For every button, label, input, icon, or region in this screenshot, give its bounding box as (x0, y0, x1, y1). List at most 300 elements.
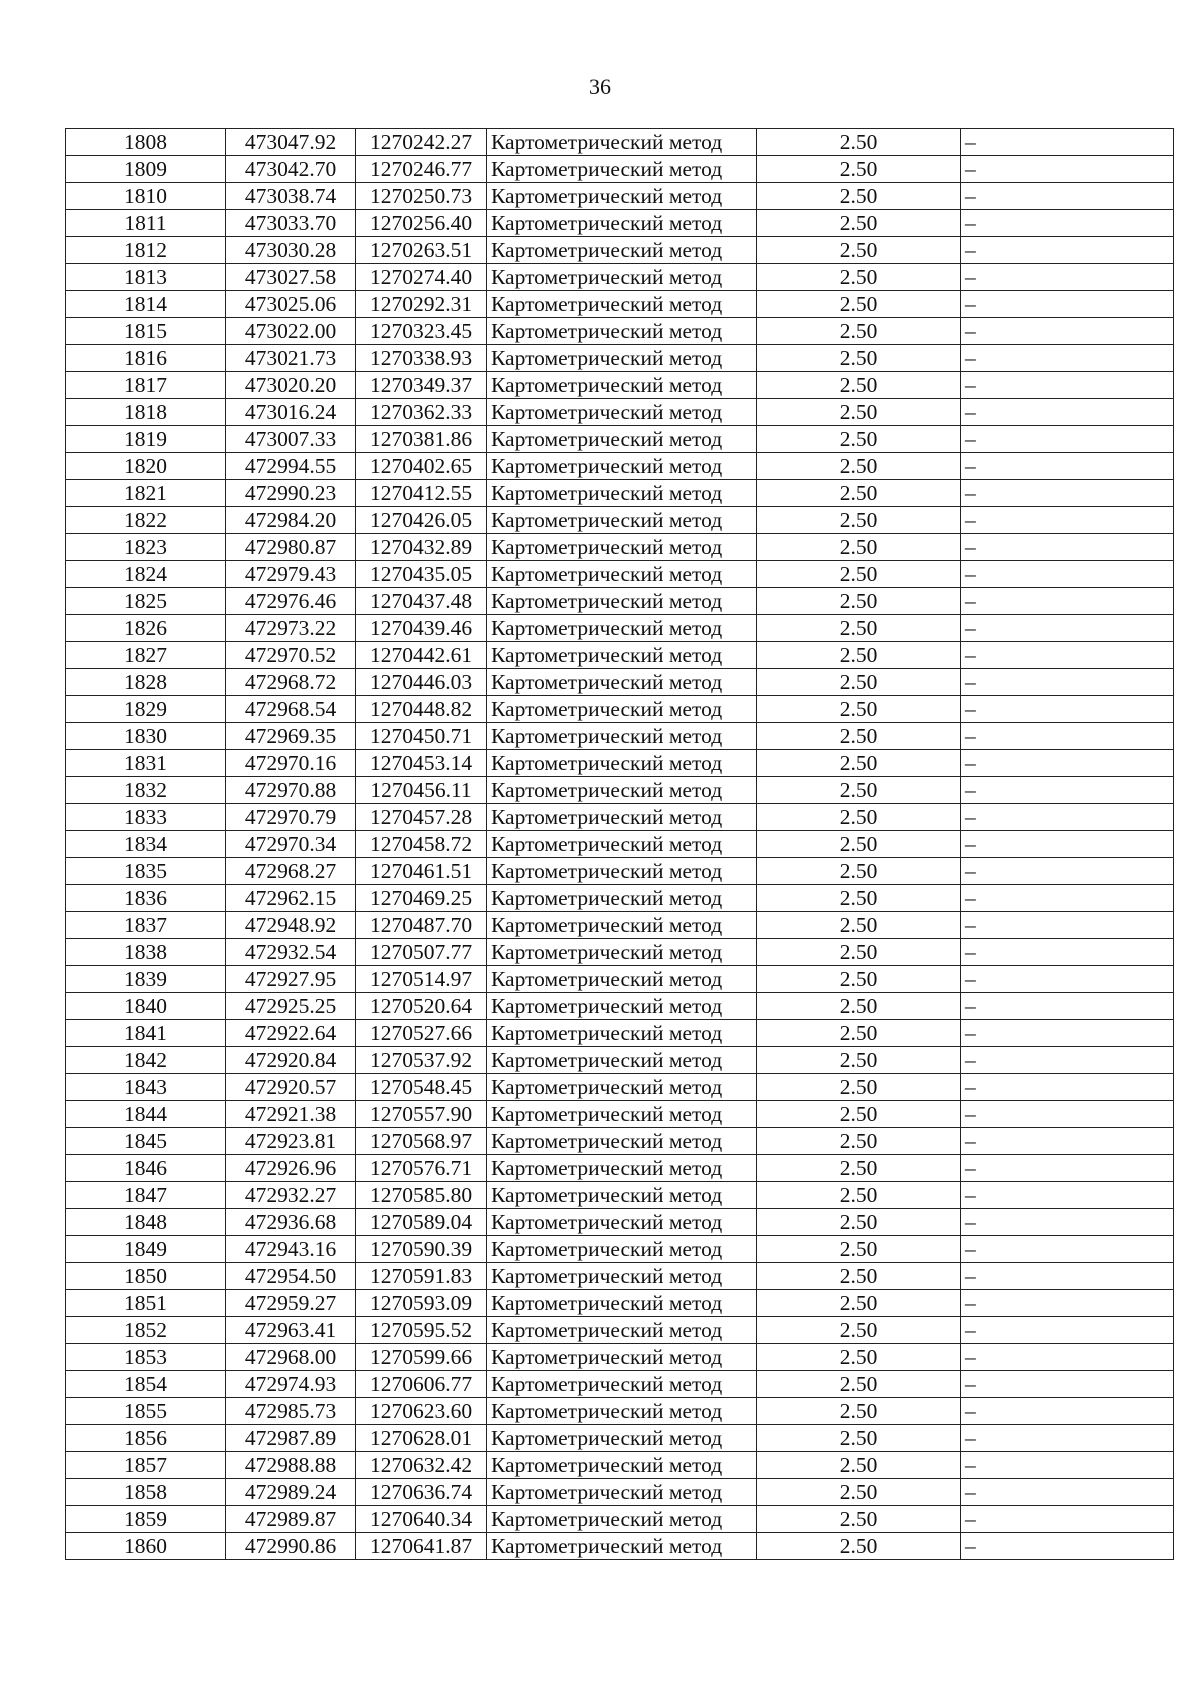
y-coordinate-cell: 1270557.90 (356, 1101, 487, 1128)
method-cell: Картометрический метод (487, 750, 757, 777)
x-coordinate-cell: 472925.25 (226, 993, 356, 1020)
note-cell: – (961, 1128, 1174, 1155)
table-row (66, 426, 1174, 453)
note-cell: – (961, 1101, 1174, 1128)
y-coordinate-cell: 1270595.52 (356, 1317, 487, 1344)
y-coordinate-cell: 1270432.89 (356, 534, 487, 561)
table-row (66, 1533, 1174, 1560)
point-number-cell: 1831 (66, 750, 226, 777)
table-row (66, 1155, 1174, 1182)
table-row (66, 777, 1174, 804)
method-cell: Картометрический метод (487, 453, 757, 480)
x-coordinate-cell: 473038.74 (226, 183, 356, 210)
method-cell: Картометрический метод (487, 642, 757, 669)
y-coordinate-cell: 1270606.77 (356, 1371, 487, 1398)
method-cell: Картометрический метод (487, 1398, 757, 1425)
note-cell: – (961, 129, 1174, 156)
point-number-cell: 1828 (66, 669, 226, 696)
accuracy-cell: 2.50 (757, 804, 961, 831)
accuracy-cell: 2.50 (757, 453, 961, 480)
point-number-cell: 1817 (66, 372, 226, 399)
note-cell: – (961, 993, 1174, 1020)
point-number-cell: 1857 (66, 1452, 226, 1479)
x-coordinate-cell: 472976.46 (226, 588, 356, 615)
table-row (66, 372, 1174, 399)
x-coordinate-cell: 472985.73 (226, 1398, 356, 1425)
method-cell: Картометрический метод (487, 804, 757, 831)
y-coordinate-cell: 1270537.92 (356, 1047, 487, 1074)
point-number-cell: 1852 (66, 1317, 226, 1344)
method-cell: Картометрический метод (487, 507, 757, 534)
accuracy-cell: 2.50 (757, 1047, 961, 1074)
method-cell: Картометрический метод (487, 399, 757, 426)
method-cell: Картометрический метод (487, 183, 757, 210)
y-coordinate-cell: 1270628.01 (356, 1425, 487, 1452)
table-row (66, 507, 1174, 534)
point-number-cell: 1814 (66, 291, 226, 318)
point-number-cell: 1858 (66, 1479, 226, 1506)
y-coordinate-cell: 1270641.87 (356, 1533, 487, 1560)
note-cell: – (961, 885, 1174, 912)
table-row (66, 1479, 1174, 1506)
point-number-cell: 1853 (66, 1344, 226, 1371)
table-row (66, 966, 1174, 993)
table-row (66, 588, 1174, 615)
table-row (66, 831, 1174, 858)
note-cell: – (961, 264, 1174, 291)
x-coordinate-cell: 472927.95 (226, 966, 356, 993)
point-number-cell: 1826 (66, 615, 226, 642)
accuracy-cell: 2.50 (757, 156, 961, 183)
x-coordinate-cell: 472921.38 (226, 1101, 356, 1128)
note-cell: – (961, 507, 1174, 534)
y-coordinate-cell: 1270527.66 (356, 1020, 487, 1047)
table-row (66, 642, 1174, 669)
point-number-cell: 1821 (66, 480, 226, 507)
x-coordinate-cell: 472936.68 (226, 1209, 356, 1236)
note-cell: – (961, 1452, 1174, 1479)
accuracy-cell: 2.50 (757, 1209, 961, 1236)
x-coordinate-cell: 472979.43 (226, 561, 356, 588)
y-coordinate-cell: 1270439.46 (356, 615, 487, 642)
method-cell: Картометрический метод (487, 156, 757, 183)
accuracy-cell: 2.50 (757, 399, 961, 426)
x-coordinate-cell: 472922.64 (226, 1020, 356, 1047)
table-row (66, 1398, 1174, 1425)
accuracy-cell: 2.50 (757, 1398, 961, 1425)
y-coordinate-cell: 1270446.03 (356, 669, 487, 696)
x-coordinate-cell: 473027.58 (226, 264, 356, 291)
table-row (66, 1344, 1174, 1371)
method-cell: Картометрический метод (487, 1263, 757, 1290)
note-cell: – (961, 858, 1174, 885)
y-coordinate-cell: 1270292.31 (356, 291, 487, 318)
note-cell: – (961, 831, 1174, 858)
method-cell: Картометрический метод (487, 1317, 757, 1344)
y-coordinate-cell: 1270323.45 (356, 318, 487, 345)
x-coordinate-cell: 472954.50 (226, 1263, 356, 1290)
table-row (66, 912, 1174, 939)
note-cell: – (961, 912, 1174, 939)
note-cell: – (961, 399, 1174, 426)
point-number-cell: 1839 (66, 966, 226, 993)
table-row (66, 1128, 1174, 1155)
x-coordinate-cell: 472968.54 (226, 696, 356, 723)
point-number-cell: 1818 (66, 399, 226, 426)
method-cell: Картометрический метод (487, 345, 757, 372)
method-cell: Картометрический метод (487, 1020, 757, 1047)
point-number-cell: 1811 (66, 210, 226, 237)
point-number-cell: 1823 (66, 534, 226, 561)
point-number-cell: 1808 (66, 129, 226, 156)
x-coordinate-cell: 473021.73 (226, 345, 356, 372)
method-cell: Картометрический метод (487, 1344, 757, 1371)
note-cell: – (961, 534, 1174, 561)
accuracy-cell: 2.50 (757, 1479, 961, 1506)
accuracy-cell: 2.50 (757, 1371, 961, 1398)
accuracy-cell: 2.50 (757, 1182, 961, 1209)
x-coordinate-cell: 472990.23 (226, 480, 356, 507)
table-row (66, 1101, 1174, 1128)
x-coordinate-cell: 473047.92 (226, 129, 356, 156)
accuracy-cell: 2.50 (757, 777, 961, 804)
table-row (66, 1317, 1174, 1344)
x-coordinate-cell: 473007.33 (226, 426, 356, 453)
table-row (66, 669, 1174, 696)
accuracy-cell: 2.50 (757, 1290, 961, 1317)
point-number-cell: 1812 (66, 237, 226, 264)
method-cell: Картометрический метод (487, 1047, 757, 1074)
point-number-cell: 1809 (66, 156, 226, 183)
x-coordinate-cell: 472963.41 (226, 1317, 356, 1344)
accuracy-cell: 2.50 (757, 669, 961, 696)
table-row (66, 723, 1174, 750)
x-coordinate-cell: 473016.24 (226, 399, 356, 426)
note-cell: – (961, 291, 1174, 318)
point-number-cell: 1830 (66, 723, 226, 750)
note-cell: – (961, 1182, 1174, 1209)
point-number-cell: 1860 (66, 1533, 226, 1560)
x-coordinate-cell: 472923.81 (226, 1128, 356, 1155)
x-coordinate-cell: 472994.55 (226, 453, 356, 480)
method-cell: Картометрический метод (487, 237, 757, 264)
accuracy-cell: 2.50 (757, 210, 961, 237)
y-coordinate-cell: 1270520.64 (356, 993, 487, 1020)
table-row (66, 1506, 1174, 1533)
y-coordinate-cell: 1270256.40 (356, 210, 487, 237)
table-row (66, 318, 1174, 345)
method-cell: Картометрический метод (487, 426, 757, 453)
point-number-cell: 1820 (66, 453, 226, 480)
table-row (66, 480, 1174, 507)
note-cell: – (961, 1425, 1174, 1452)
x-coordinate-cell: 472970.52 (226, 642, 356, 669)
point-number-cell: 1855 (66, 1398, 226, 1425)
point-number-cell: 1841 (66, 1020, 226, 1047)
method-cell: Картометрический метод (487, 723, 757, 750)
accuracy-cell: 2.50 (757, 1263, 961, 1290)
x-coordinate-cell: 472968.72 (226, 669, 356, 696)
method-cell: Картометрический метод (487, 1290, 757, 1317)
x-coordinate-cell: 472932.54 (226, 939, 356, 966)
note-cell: – (961, 480, 1174, 507)
point-number-cell: 1842 (66, 1047, 226, 1074)
note-cell: – (961, 615, 1174, 642)
x-coordinate-cell: 473022.00 (226, 318, 356, 345)
note-cell: – (961, 1074, 1174, 1101)
x-coordinate-cell: 472970.34 (226, 831, 356, 858)
method-cell: Картометрический метод (487, 1371, 757, 1398)
table-row (66, 993, 1174, 1020)
point-number-cell: 1856 (66, 1425, 226, 1452)
note-cell: – (961, 777, 1174, 804)
point-number-cell: 1838 (66, 939, 226, 966)
table-body (66, 129, 1174, 1560)
accuracy-cell: 2.50 (757, 345, 961, 372)
y-coordinate-cell: 1270585.80 (356, 1182, 487, 1209)
y-coordinate-cell: 1270469.25 (356, 885, 487, 912)
table-row (66, 885, 1174, 912)
note-cell: – (961, 1155, 1174, 1182)
method-cell: Картометрический метод (487, 993, 757, 1020)
point-number-cell: 1847 (66, 1182, 226, 1209)
y-coordinate-cell: 1270338.93 (356, 345, 487, 372)
method-cell: Картометрический метод (487, 777, 757, 804)
table-row (66, 1047, 1174, 1074)
y-coordinate-cell: 1270591.83 (356, 1263, 487, 1290)
point-number-cell: 1849 (66, 1236, 226, 1263)
method-cell: Картометрический метод (487, 1452, 757, 1479)
table-row (66, 1290, 1174, 1317)
table-row (66, 453, 1174, 480)
x-coordinate-cell: 473025.06 (226, 291, 356, 318)
accuracy-cell: 2.50 (757, 858, 961, 885)
x-coordinate-cell: 472970.79 (226, 804, 356, 831)
accuracy-cell: 2.50 (757, 885, 961, 912)
x-coordinate-cell: 472970.16 (226, 750, 356, 777)
x-coordinate-cell: 472962.15 (226, 885, 356, 912)
accuracy-cell: 2.50 (757, 1425, 961, 1452)
table-row (66, 1209, 1174, 1236)
y-coordinate-cell: 1270632.42 (356, 1452, 487, 1479)
note-cell: – (961, 723, 1174, 750)
note-cell: – (961, 1290, 1174, 1317)
y-coordinate-cell: 1270263.51 (356, 237, 487, 264)
accuracy-cell: 2.50 (757, 237, 961, 264)
point-number-cell: 1850 (66, 1263, 226, 1290)
note-cell: – (961, 318, 1174, 345)
point-number-cell: 1840 (66, 993, 226, 1020)
y-coordinate-cell: 1270426.05 (356, 507, 487, 534)
accuracy-cell: 2.50 (757, 1236, 961, 1263)
x-coordinate-cell: 472920.84 (226, 1047, 356, 1074)
accuracy-cell: 2.50 (757, 129, 961, 156)
x-coordinate-cell: 473020.20 (226, 372, 356, 399)
method-cell: Картометрический метод (487, 588, 757, 615)
method-cell: Картометрический метод (487, 291, 757, 318)
note-cell: – (961, 426, 1174, 453)
note-cell: – (961, 1020, 1174, 1047)
method-cell: Картометрический метод (487, 534, 757, 561)
note-cell: – (961, 696, 1174, 723)
method-cell: Картометрический метод (487, 831, 757, 858)
y-coordinate-cell: 1270548.45 (356, 1074, 487, 1101)
accuracy-cell: 2.50 (757, 1155, 961, 1182)
note-cell: – (961, 210, 1174, 237)
table-row (66, 615, 1174, 642)
x-coordinate-cell: 473042.70 (226, 156, 356, 183)
x-coordinate-cell: 472959.27 (226, 1290, 356, 1317)
y-coordinate-cell: 1270402.65 (356, 453, 487, 480)
y-coordinate-cell: 1270450.71 (356, 723, 487, 750)
point-number-cell: 1845 (66, 1128, 226, 1155)
y-coordinate-cell: 1270448.82 (356, 696, 487, 723)
method-cell: Картометрический метод (487, 561, 757, 588)
x-coordinate-cell: 472970.88 (226, 777, 356, 804)
table-row (66, 939, 1174, 966)
x-coordinate-cell: 472968.27 (226, 858, 356, 885)
point-number-cell: 1833 (66, 804, 226, 831)
point-number-cell: 1825 (66, 588, 226, 615)
y-coordinate-cell: 1270599.66 (356, 1344, 487, 1371)
point-number-cell: 1846 (66, 1155, 226, 1182)
accuracy-cell: 2.50 (757, 1533, 961, 1560)
table-row (66, 696, 1174, 723)
x-coordinate-cell: 472988.88 (226, 1452, 356, 1479)
table-row (66, 1074, 1174, 1101)
method-cell: Картометрический метод (487, 885, 757, 912)
table-row (66, 210, 1174, 237)
accuracy-cell: 2.50 (757, 912, 961, 939)
x-coordinate-cell: 472969.35 (226, 723, 356, 750)
note-cell: – (961, 183, 1174, 210)
y-coordinate-cell: 1270514.97 (356, 966, 487, 993)
method-cell: Картометрический метод (487, 615, 757, 642)
y-coordinate-cell: 1270487.70 (356, 912, 487, 939)
y-coordinate-cell: 1270274.40 (356, 264, 487, 291)
note-cell: – (961, 1398, 1174, 1425)
note-cell: – (961, 804, 1174, 831)
y-coordinate-cell: 1270437.48 (356, 588, 487, 615)
method-cell: Картометрический метод (487, 1182, 757, 1209)
y-coordinate-cell: 1270242.27 (356, 129, 487, 156)
table-row (66, 1236, 1174, 1263)
note-cell: – (961, 1263, 1174, 1290)
y-coordinate-cell: 1270593.09 (356, 1290, 487, 1317)
x-coordinate-cell: 472989.87 (226, 1506, 356, 1533)
method-cell: Картометрический метод (487, 696, 757, 723)
method-cell: Картометрический метод (487, 210, 757, 237)
point-number-cell: 1834 (66, 831, 226, 858)
table-row (66, 1263, 1174, 1290)
method-cell: Картометрический метод (487, 372, 757, 399)
accuracy-cell: 2.50 (757, 588, 961, 615)
point-number-cell: 1851 (66, 1290, 226, 1317)
point-number-cell: 1810 (66, 183, 226, 210)
x-coordinate-cell: 472920.57 (226, 1074, 356, 1101)
x-coordinate-cell: 472984.20 (226, 507, 356, 534)
y-coordinate-cell: 1270362.33 (356, 399, 487, 426)
method-cell: Картометрический метод (487, 939, 757, 966)
y-coordinate-cell: 1270250.73 (356, 183, 487, 210)
point-number-cell: 1832 (66, 777, 226, 804)
point-number-cell: 1824 (66, 561, 226, 588)
accuracy-cell: 2.50 (757, 831, 961, 858)
table-row (66, 1020, 1174, 1047)
point-number-cell: 1844 (66, 1101, 226, 1128)
method-cell: Картометрический метод (487, 669, 757, 696)
table-row (66, 183, 1174, 210)
page-number: 36 (589, 74, 611, 99)
accuracy-cell: 2.50 (757, 642, 961, 669)
y-coordinate-cell: 1270590.39 (356, 1236, 487, 1263)
accuracy-cell: 2.50 (757, 291, 961, 318)
note-cell: – (961, 1317, 1174, 1344)
point-number-cell: 1843 (66, 1074, 226, 1101)
y-coordinate-cell: 1270576.71 (356, 1155, 487, 1182)
x-coordinate-cell: 472926.96 (226, 1155, 356, 1182)
x-coordinate-cell: 472973.22 (226, 615, 356, 642)
accuracy-cell: 2.50 (757, 939, 961, 966)
point-number-cell: 1848 (66, 1209, 226, 1236)
point-number-cell: 1859 (66, 1506, 226, 1533)
note-cell: – (961, 642, 1174, 669)
accuracy-cell: 2.50 (757, 318, 961, 345)
x-coordinate-cell: 472989.24 (226, 1479, 356, 1506)
note-cell: – (961, 1047, 1174, 1074)
y-coordinate-cell: 1270623.60 (356, 1398, 487, 1425)
note-cell: – (961, 237, 1174, 264)
accuracy-cell: 2.50 (757, 507, 961, 534)
note-cell: – (961, 1209, 1174, 1236)
x-coordinate-cell: 472943.16 (226, 1236, 356, 1263)
point-number-cell: 1829 (66, 696, 226, 723)
point-number-cell: 1813 (66, 264, 226, 291)
method-cell: Картометрический метод (487, 129, 757, 156)
accuracy-cell: 2.50 (757, 993, 961, 1020)
table-row (66, 750, 1174, 777)
y-coordinate-cell: 1270381.86 (356, 426, 487, 453)
x-coordinate-cell: 472948.92 (226, 912, 356, 939)
accuracy-cell: 2.50 (757, 1317, 961, 1344)
accuracy-cell: 2.50 (757, 615, 961, 642)
point-number-cell: 1815 (66, 318, 226, 345)
table-row (66, 1182, 1174, 1209)
note-cell: – (961, 372, 1174, 399)
note-cell: – (961, 156, 1174, 183)
y-coordinate-cell: 1270507.77 (356, 939, 487, 966)
accuracy-cell: 2.50 (757, 183, 961, 210)
table-row (66, 129, 1174, 156)
accuracy-cell: 2.50 (757, 264, 961, 291)
method-cell: Картометрический метод (487, 1155, 757, 1182)
method-cell: Картометрический метод (487, 480, 757, 507)
table-row (66, 1452, 1174, 1479)
method-cell: Картометрический метод (487, 1074, 757, 1101)
table-row (66, 156, 1174, 183)
y-coordinate-cell: 1270435.05 (356, 561, 487, 588)
method-cell: Картометрический метод (487, 1479, 757, 1506)
accuracy-cell: 2.50 (757, 1020, 961, 1047)
point-number-cell: 1835 (66, 858, 226, 885)
y-coordinate-cell: 1270349.37 (356, 372, 487, 399)
method-cell: Картометрический метод (487, 1236, 757, 1263)
table-row (66, 399, 1174, 426)
accuracy-cell: 2.50 (757, 1074, 961, 1101)
accuracy-cell: 2.50 (757, 1452, 961, 1479)
table-row (66, 291, 1174, 318)
method-cell: Картометрический метод (487, 1506, 757, 1533)
